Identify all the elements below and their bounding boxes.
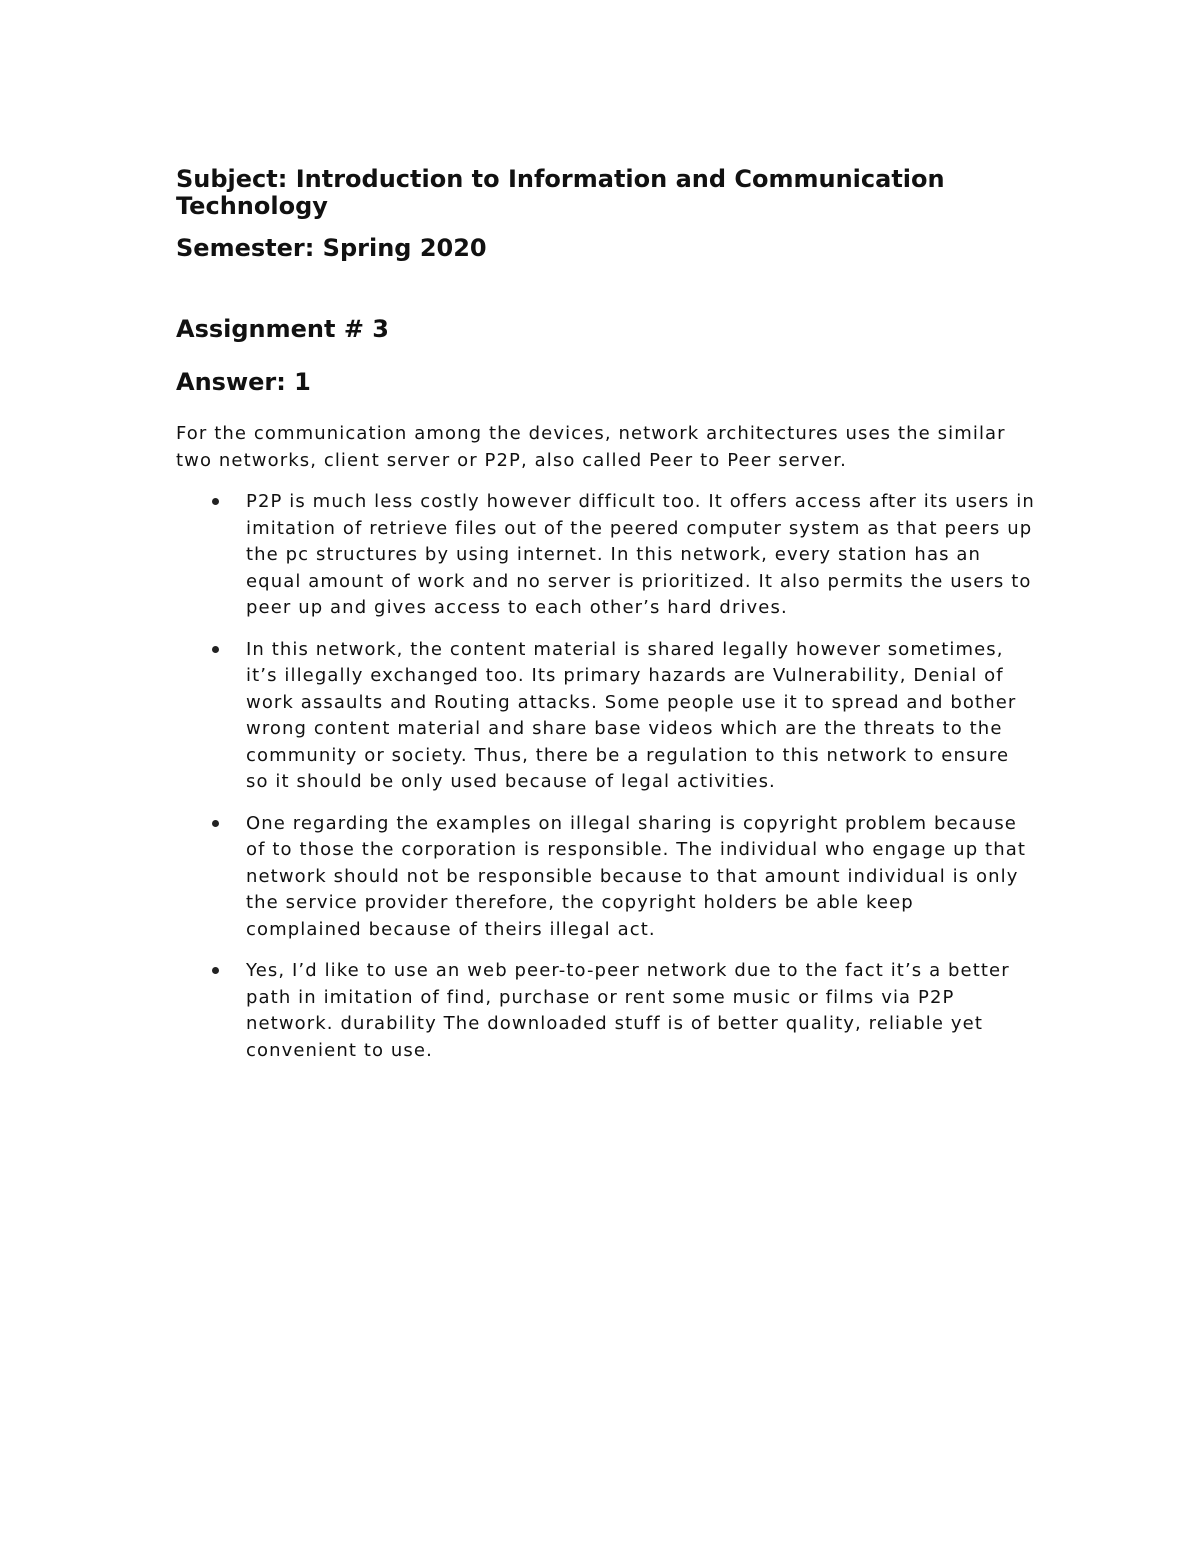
bullet-item (176, 489, 1036, 622)
answer-heading: Answer: 1 (176, 368, 311, 396)
assignment-heading: Assignment # 3 (176, 315, 389, 343)
intro-paragraph: For the communication among the devices, network architectures uses the similar two networks, client server or P2P, also called Peer to Peer server. (176, 423, 1006, 471)
bullet-item (176, 958, 1036, 1064)
bullet-icon (212, 646, 219, 653)
bullet-icon (212, 820, 219, 827)
subject-heading: Subject: Introduction to Information and Communication Technology (176, 165, 945, 220)
bullet-icon (212, 498, 219, 505)
bullet-text: Yes, I’d like to use an web peer-to-peer network due to the fact it’s a better path in imitation of find, purchase or rent some music or films via P2P network. durability The downloaded stuff is of better quality, reliable yet convenient to use. (246, 960, 1010, 1061)
bullet-list (176, 489, 1036, 1064)
bullet-item (176, 811, 1036, 944)
bullet-icon (212, 967, 219, 974)
bullet-text: One regarding the examples on illegal sharing is copyright problem because of to those the corporation is responsible. The individual who engage up that network should not be responsible because to that amount individual is only the service provider therefore, the copyright holders be able keep complained because of theirs illegal act. (246, 812, 1026, 940)
semester-heading: Semester: Spring 2020 (176, 234, 487, 262)
document-body (176, 166, 1036, 1079)
bullet-text: P2P is much less costly however difficult too. It offers access after its users in imitation of retrieve files out of the peered computer system as that peers up the pc structures by using internet. In this network, every station has an equal amount of work and no server is prioritized. It also permits the users to peer up and gives access to each other’s hard drives. (246, 491, 1035, 618)
bullet-text: In this network, the content material is shared legally however sometimes, it’s illegally exchanged too. Its primary hazards are Vulnerability, Denial of work assaults and Routing attacks. Some people use it to spread and bother wrong content material and share base videos which are the threats to the community or society. Thus, there be a regulation to this network to ensure so it should be only used because of legal activities. (246, 638, 1017, 792)
bullet-item (176, 637, 1036, 796)
